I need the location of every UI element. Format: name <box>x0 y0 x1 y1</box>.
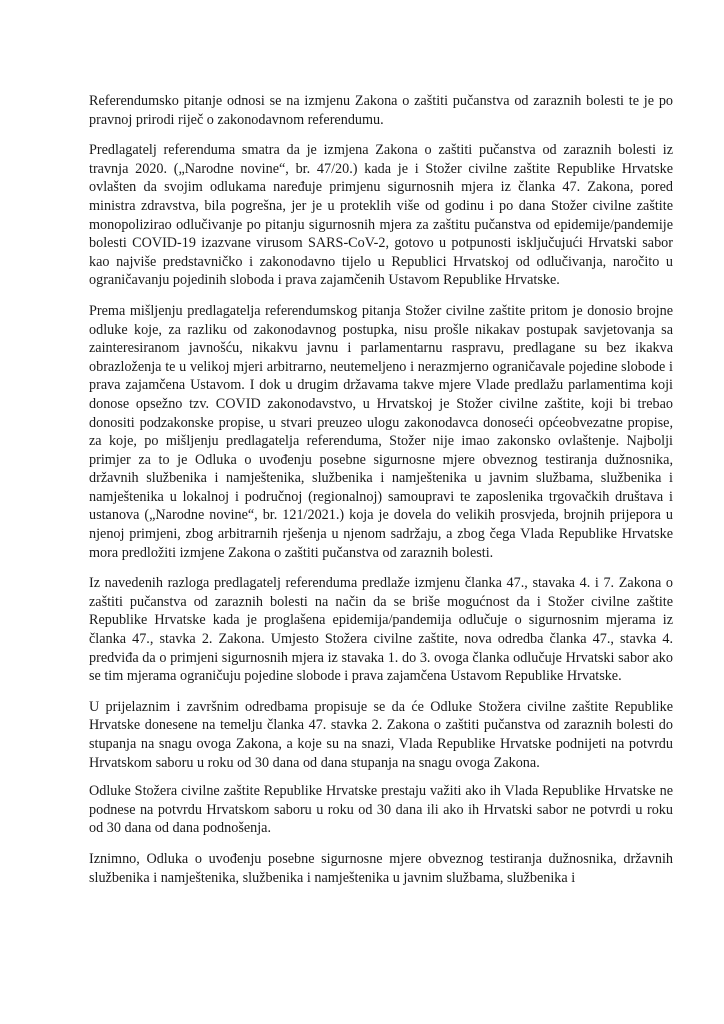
paragraph-headquarters-decisions: Prema mišljenju predlagatelja referendumskog pitanja Stožer civilne zaštite pritom je donosio brojne odluke koje, za razliku od zakonodavnog postupka, nisu prošle nikakav postupak savjetovanja sa zainteresiranom javnošću, nikakvu javnu i parlamentarnu raspravu, predlagane su bez ikakva obrazloženja te u velikoj mjeri arbitrarno, neutemeljeno i nerazmjerno ograničavale pojedine slobode i prava zajamčena Ustavom. I dok u drugim državama takve mjere Vlade predlažu parlamentima koji donose opsežno tzv. COVID zakonodavstvo, u Hrvatskoj je Stožer civilne zaštite, koji bi trebao donositi podzakonske propise, u stvari preuzeo ulogu zakonodavca donoseći općeobvezatne propise, za koje, po mišljenju predlagatelja referenduma, Stožer nije imao zakonsko ovlaštenje. Najbolji primjer za to je Odluka o uvođenju posebne sigurnosne mjere obveznog testiranja dužnosnika, državnih službenika i namještenika, službenika i namještenika u javnim službama, službenika i namještenika u lokalnoj i područnoj (regionalnoj) samoupravi te zaposlenika trgovačkih društava i ustanova („Narodne novine“, br. 121/2021.) koja je dovela do velikih prosvjeda, brojnih prijepora u njenoj primjeni, zbog arbitrarnih rješenja u njenom sadržaju, a zbog čega Vlada Republike Hrvatske mora predložiti izmjene Zakona o zaštiti pučanstva od zaraznih bolesti. <box>89 302 673 561</box>
paragraph-proposer-opinion: Predlagatelj referenduma smatra da je izmjena Zakona o zaštiti pučanstva od zaraznih bolesti iz travnja 2020. („Narodne novine“, br. 47/20.) kada je i Stožer civilne zaštite Republike Hrvatske ovlašten da svojim odlukama naređuje primjenu sigurnosnih mjera iz članka 47. Zakona, pored ministra zdravstva, bila pogrešna, jer je u proteklih više od godinu i po dana Stožer civilne zaštite monopolizirao odlučivanje po pitanju sigurnosnih mjera za zaštitu pučanstva od epidemije/pandemije bolesti COVID-19 izazvane virusom SARS-CoV-2, gotovo u potpunosti isključujući Hrvatski sabor kao najviše predstavničko i zakonodavno tijelo u Republici Hrvatskoj od odlučivanja, naročito u ograničavanju pojedinih sloboda i prava zajamčenih Ustavom Republike Hrvatske. <box>89 142 673 289</box>
paragraph-transitional-provisions: U prijelaznim i završnim odredbama propisuje se da će Odluke Stožera civilne zaštite Republike Hrvatske donesene na temelju članka 47. stavka 2. Zakona o zaštiti pučanstva od zaraznih bolesti do stupanja na snagu ovoga Zakona, a koje su na snazi, Vlada Republike Hrvatske podnijeti na potvrdu Hrvatskom saboru u roku od 30 dana od dana stupanja na snagu ovoga Zakona. <box>89 698 673 771</box>
paragraph-proposed-amendment: Iz navedenih razloga predlagatelj referenduma predlaže izmjenu članka 47., stavaka 4. i 7. Zakona o zaštiti pučanstva od zaraznih bolesti na način da se briše mogućnost da i Stožer civilne zaštite Republike Hrvatske kada je proglašena epidemija/pandemija odlučuje o sigurnosnim mjerama iz članka 47., stavka 2. Zakona. Umjesto Stožera civilne zaštite, nova odredba članka 47., stavka 4. predviđa da o primjeni sigurnosnih mjera iz stavaka 1. do 3. ovoga članka odlučuje Hrvatski sabor ako se tim mjerama ograničuju pojedine slobode i prava zajamčena Ustavom Republike Hrvatske. <box>89 575 673 685</box>
paragraph-referendum-question: Referendumsko pitanje odnosi se na izmjenu Zakona o zaštiti pučanstva od zaraznih bolesti te je po pravnoj prirodi riječ o zakonodavnom referendumu. <box>89 93 673 128</box>
paragraph-decisions-expiry: Odluke Stožera civilne zaštite Republike Hrvatske prestaju važiti ako ih Vlada Republike Hrvatske ne podnese na potvrdu Hrvatskom saboru u roku od 30 dana ili ako ih Hrvatski sabor ne potvrdi u roku od 30 dana od dana podnošenja. <box>89 783 673 837</box>
document-page <box>89 92 673 899</box>
paragraph-exception: Iznimno, Odluka o uvođenju posebne sigurnosne mjere obveznog testiranja dužnosnika, državnih službenika i namještenika, službenika i namještenika u javnim službama, službenika i <box>89 850 673 886</box>
